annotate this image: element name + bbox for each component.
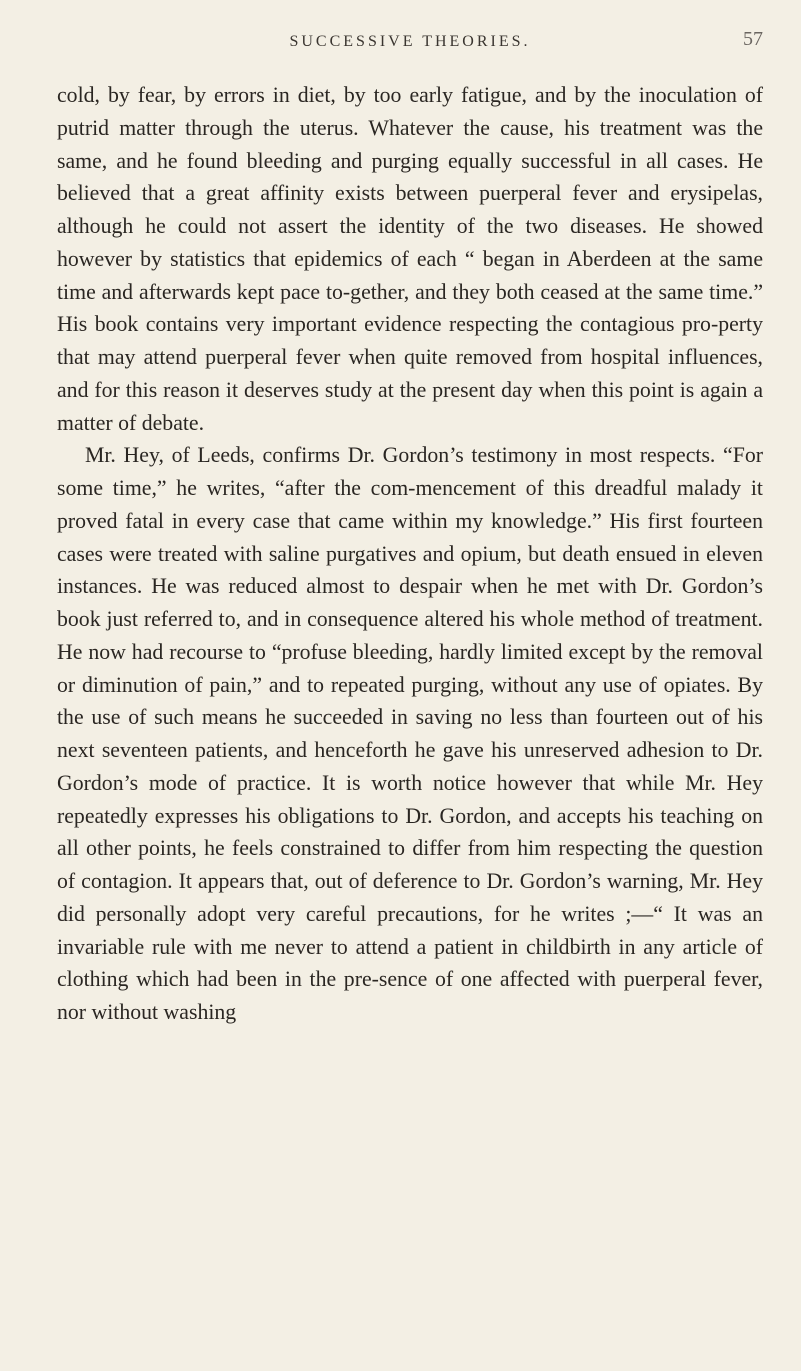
running-head [57, 0, 763, 80]
page-number: 57 [743, 28, 763, 50]
body-text [57, 79, 763, 1029]
running-title: SUCCESSIVE THEORIES. [289, 33, 531, 50]
paragraph-mr-hey: Mr. Hey, of Leeds, confirms Dr. Gordon’s testimony in most respects. “For some time,” he writes, “after the com-mencement of this dreadful malady it proved fatal in every case that came within my knowledge.” His first fourteen cases were treated with saline purgatives and opium, but death ensued in eleven instances. He was reduced almost to despair when he met with Dr. Gordon’s book just referred to, and in consequence altered his whole method of treatment. He now had recourse to “profuse bleeding, hardly limited except by the removal or diminution of pain,” and to repeated purging, without any use of opiates. By the use of such means he succeeded in saving no less than fourteen out of his next seventeen patients, and henceforth he gave his unreserved adhesion to Dr. Gordon’s mode of practice. It is worth notice however that while Mr. Hey repeatedly expresses his obligations to Dr. Gordon, and accepts his teaching on all other points, he feels constrained to differ from him respecting the question of contagion. It appears that, out of deference to Dr. Gordon’s warning, Mr. Hey did personally adopt very careful precautions, for he writes ;—“ It was an invariable rule with me never to attend a patient in childbirth in any article of clothing which had been in the pre-sence of one affected with puerperal fever, nor without washing [57, 443, 763, 1024]
paragraph-gordon-theory: cold, by fear, by errors in diet, by too early fatigue, and by the inoculation of putrid matter through the uterus. Whatever the cause, his treatment was the same, and he found bleeding and purging equally successful in all cases. He believed that a great affinity exists between puerperal fever and erysipelas, although he could not assert the identity of the two diseases. He showed however by statistics that epidemics of each “ began in Aberdeen at the same time and afterwards kept pace to-gether, and they both ceased at the same time.” His book contains very important evidence respecting the contagious pro-perty that may attend puerperal fever when quite removed from hospital influences, and for this reason it deserves study at the present day when this point is again a matter of debate. [57, 83, 763, 435]
